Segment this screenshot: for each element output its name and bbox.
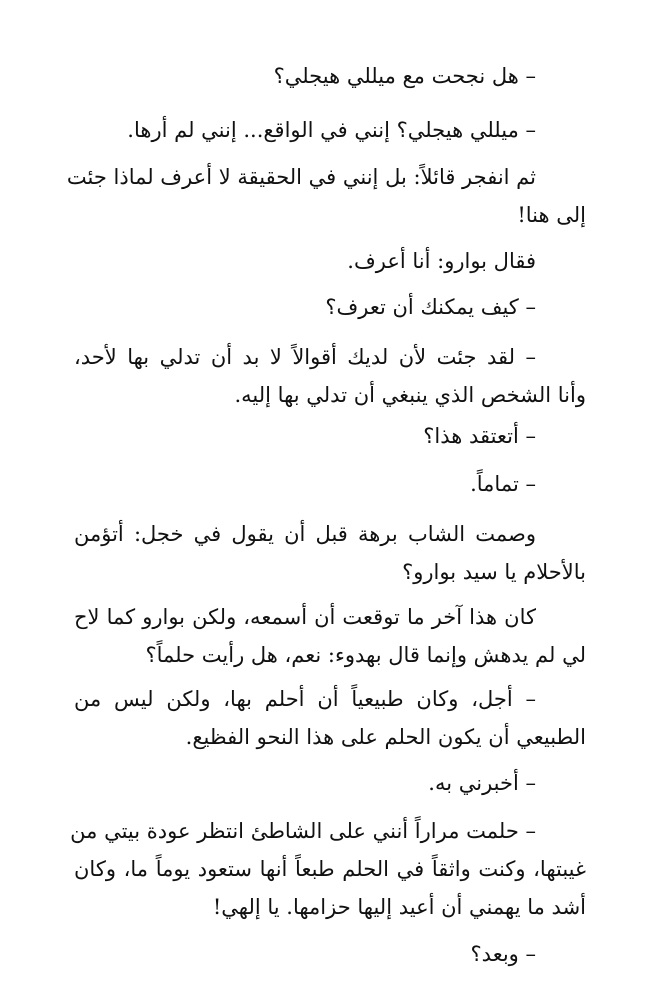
dialogue-paragraph [74,338,586,414]
dialogue-paragraph [74,57,586,95]
narration-paragraph [74,598,586,674]
text-line: – لقد جئت لأن لديك أقوالاً لا بد أن تدلي بها لأحد، [74,345,536,369]
text-line: لي لم يدهش وإنما قال بهدوء: نعم، هل رأيت حلماً؟ [145,643,586,667]
text-line: وأنا الشخص الذي ينبغي أن تدلي بها إليه. [234,383,586,407]
dialogue-paragraph [74,111,586,149]
text-line: غيبتها، وكنت واثقاً في الحلم طبعاً أنها ستعود يوماً ما، وكان [74,857,586,881]
dialogue-paragraph [74,288,586,326]
dialogue-paragraph [74,465,586,503]
text-line: ثم انفجر قائلاً: بل إنني في الحقيقة لا أعرف لماذا جئت [66,165,536,189]
text-line: – أتعتقد هذا؟ [423,424,536,448]
dialogue-paragraph [74,764,586,802]
narration-paragraph [66,158,586,234]
text-line: كان هذا آخر ما توقعت أن أسمعه، ولكن بوارو كما لاح [74,605,536,629]
text-line: – أجل، وكان طبيعياً أن أحلم بها، ولكن ليس من [74,687,536,711]
text-line: فقال بوارو: أنا أعرف. [347,249,536,273]
text-line: الطبيعي أن يكون الحلم على هذا النحو الفظيع. [185,725,586,749]
text-line: – ميللي هيجلي؟ إنني في الواقع... إنني لم أرها. [127,118,536,142]
dialogue-paragraph [74,935,586,973]
text-line: – أخبرني به. [428,771,536,795]
narration-paragraph [74,242,586,280]
text-line: وصمت الشاب برهة قبل أن يقول في خجل: أتؤمن [74,522,536,546]
text-line: – تماماً. [470,472,536,496]
dialogue-paragraph [74,680,586,756]
text-line: بالأحلام يا سيد بوارو؟ [402,560,586,584]
text-line: – وبعد؟ [470,942,536,966]
text-line: – حلمت مراراً أنني على الشاطئ انتظر عودة بيتي من [70,819,536,843]
narration-paragraph [74,515,586,591]
dialogue-paragraph [74,417,586,455]
text-line: إلى هنا! [517,203,586,227]
dialogue-paragraph [70,812,586,926]
text-line: – هل نجحت مع ميللي هيجلي؟ [273,64,536,88]
text-line: – كيف يمكنك أن تعرف؟ [325,295,536,319]
text-line: أشد ما يهمني أن أعيد إليها حزامها. يا إلهي! [212,895,586,919]
